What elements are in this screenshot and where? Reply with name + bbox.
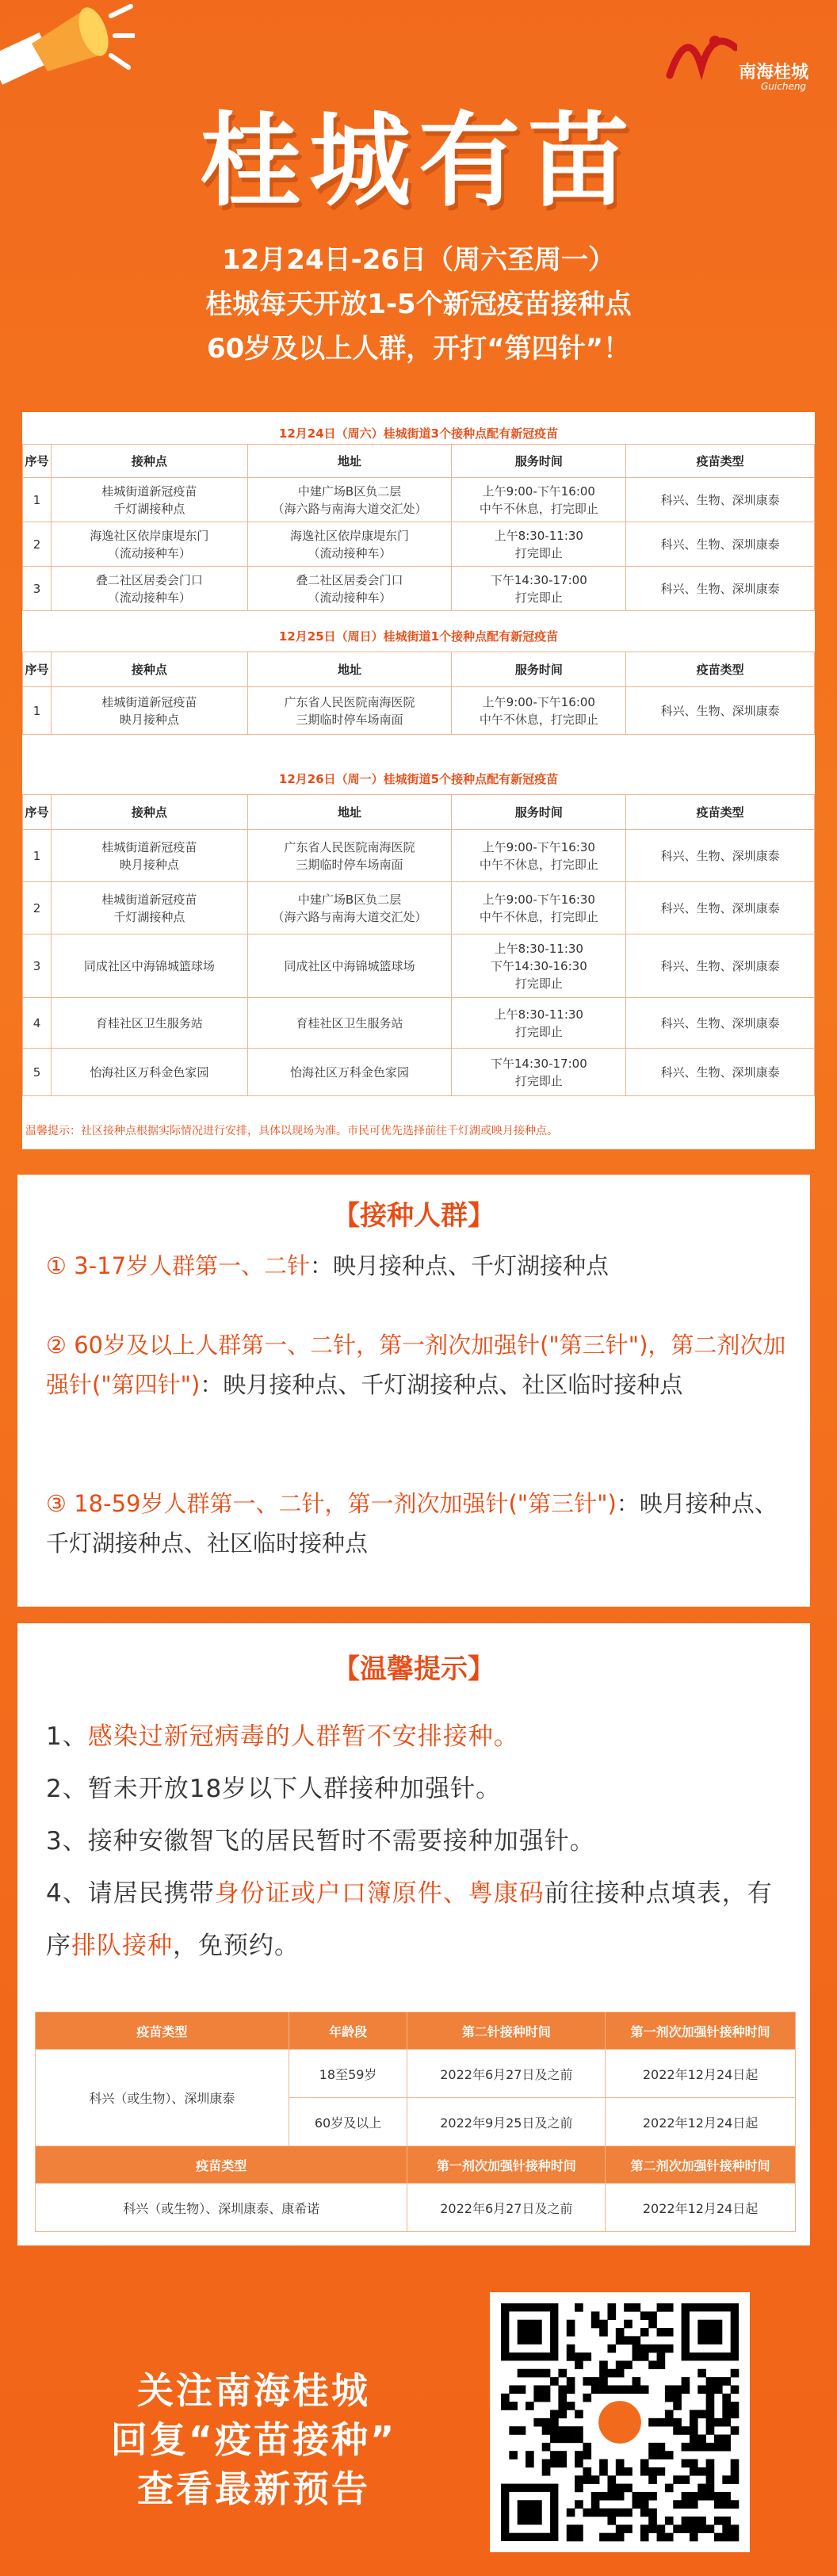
table-cell: 2022年6月27日及之前 <box>407 2050 606 2098</box>
eligible-groups-title: 【接种人群】 <box>333 1200 495 1232</box>
eligible-group-3: ③ 18-59岁人群第一、二针，第一剂次加强针("第三针")：映月接种点、千灯湖接种点、社区临时接种点 <box>46 1490 778 1557</box>
table-header-row <box>36 2146 796 2184</box>
table-cell: 1 <box>23 830 52 882</box>
table-cell: 地址 <box>247 652 452 687</box>
table-row <box>23 567 815 611</box>
notice-item-1: 1、感染过新冠病毒的人群暂不安排接种。 <box>46 1722 519 1751</box>
table-cell: 序号 <box>23 795 52 830</box>
follow-line-1: 关注南海桂城 <box>137 2369 370 2412</box>
table-cell: 中建广场B区负二层 （海六路与南海大道交汇处） <box>247 478 452 522</box>
follow-line-3: 查看最新预告 <box>137 2467 370 2510</box>
table-row <box>36 2184 796 2232</box>
schedule-day3-heading: 12月26日（周一）桂城街道5个接种点配有新冠疫苗 <box>278 772 559 786</box>
table-cell: 桂城街道新冠疫苗 千灯湖接种点 <box>51 478 247 522</box>
table-cell: 科兴、生物、深圳康泰 <box>626 934 815 998</box>
table-cell: 同成社区中海锦城篮球场 <box>51 934 247 998</box>
schedule-day1-heading: 12月24日（周六）桂城街道3个接种点配有新冠疫苗 <box>278 426 559 441</box>
table-cell: 上午8:30-11:30 下午14:30-16:30 打完即止 <box>452 934 626 998</box>
table-cell: 接种点 <box>51 652 247 687</box>
header-sites-line: 桂城每天开放1-5个新冠疫苗接种点 <box>205 289 632 320</box>
table-cell: 3 <box>23 934 52 998</box>
table-cell: 广东省人民医院南海医院 三期临时停车场南面 <box>247 687 452 735</box>
schedule-tip: 温馨提示：社区接种点根据实际情况进行安排，具体以现场为准。市民可优先选择前往千灯湖或映月接种点。 <box>25 1125 558 1137</box>
table-cell: 上午9:00-下午16:30 中午不休息，打完即止 <box>452 882 626 934</box>
table-cell: 第一剂次加强针接种时间 <box>606 2012 796 2050</box>
table-header-row <box>23 652 815 687</box>
table-cell: 科兴、生物、深圳康泰 <box>626 567 815 611</box>
eligible-group-2: ② 60岁及以上人群第一、二针，第一剂次加强针("第三针")，第二剂次加强针("第四针")：映月接种点、千灯湖接种点、社区临时接种点 <box>46 1332 786 1398</box>
schedule-day2-heading: 12月25日（周日）桂城街道1个接种点配有新冠疫苗 <box>278 629 559 644</box>
table-cell: 科兴、生物、深圳康泰 <box>626 478 815 522</box>
table-cell: 海逸社区依岸康堤东门 （流动接种车） <box>51 522 247 567</box>
qr-code[interactable] <box>490 2292 750 2552</box>
notice-title: 【温馨提示】 <box>333 1653 495 1685</box>
table-cell: 服务时间 <box>452 795 626 830</box>
table-header-row <box>23 445 815 478</box>
table-cell: 5 <box>23 1049 52 1096</box>
eligible-groups-card <box>17 1175 810 1607</box>
table-cell: 怡海社区万科金色家园 <box>247 1049 452 1096</box>
table-cell: 广东省人民医院南海医院 三期临时停车场南面 <box>247 830 452 882</box>
table-cell: 中建广场B区负二层 （海六路与南海大道交汇处） <box>247 882 452 934</box>
table-header-row <box>36 2012 796 2050</box>
booster-schedule-table <box>35 2012 796 2232</box>
table-cell: 科兴（或生物）、深圳康泰 <box>36 2050 289 2146</box>
table-cell: 1 <box>23 478 52 522</box>
table-row <box>23 882 815 934</box>
schedule-day2-table <box>22 652 815 735</box>
qr-code-icon <box>490 2292 750 2552</box>
eligible-group-1: ① 3-17岁人群第一、二针：映月接种点、千灯湖接种点 <box>46 1252 610 1279</box>
table-cell: 叠二社区居委会门口 （流动接种车） <box>247 567 452 611</box>
table-cell: 1 <box>23 687 52 735</box>
table-cell: 育桂社区卫生服务站 <box>51 998 247 1049</box>
table-cell: 18至59岁 <box>289 2050 407 2098</box>
table-cell: 第二剂次加强针接种时间 <box>606 2146 796 2184</box>
table-cell: 序号 <box>23 652 52 687</box>
table-cell: 科兴、生物、深圳康泰 <box>626 830 815 882</box>
table-cell: 上午8:30-11:30 打完即止 <box>452 522 626 567</box>
table-cell: 下午14:30-17:00 打完即止 <box>452 1049 626 1096</box>
table-header-row <box>23 795 815 830</box>
table-row <box>36 2050 796 2098</box>
table-cell: 桂城街道新冠疫苗 映月接种点 <box>51 830 247 882</box>
table-row <box>23 522 815 567</box>
table-cell: 上午9:00-下午16:30 中午不休息，打完即止 <box>452 830 626 882</box>
table-cell: 科兴、生物、深圳康泰 <box>626 998 815 1049</box>
table-row <box>23 478 815 522</box>
table-cell: 接种点 <box>51 445 247 478</box>
schedule-day3-table <box>22 794 815 1096</box>
table-cell: 海逸社区依岸康堤东门 （流动接种车） <box>247 522 452 567</box>
table-cell: 上午9:00-下午16:00 中午不休息，打完即止 <box>452 687 626 735</box>
table-cell: 服务时间 <box>452 652 626 687</box>
table-cell: 地址 <box>247 445 452 478</box>
table-cell: 2022年6月27日及之前 <box>407 2184 606 2232</box>
table-cell: 科兴、生物、深圳康泰 <box>626 687 815 735</box>
table-cell: 桂城街道新冠疫苗 映月接种点 <box>51 687 247 735</box>
table-cell: 上午8:30-11:30 打完即止 <box>452 998 626 1049</box>
table-cell: 2022年12月24日起 <box>606 2184 796 2232</box>
table-cell: 科兴、生物、深圳康泰 <box>626 882 815 934</box>
table-cell: 育桂社区卫生服务站 <box>247 998 452 1049</box>
table-cell: 疫苗类型 <box>626 795 815 830</box>
table-row <box>23 687 815 735</box>
table-cell: 科兴（或生物）、深圳康泰、康希诺 <box>36 2184 407 2232</box>
table-cell: 2 <box>23 882 52 934</box>
notice-item-2: 2、暂未开放18岁以下人群接种加强针。 <box>46 1775 502 1803</box>
table-cell: 地址 <box>247 795 452 830</box>
notice-item-3: 3、接种安徽智飞的居民暂时不需要接种加强针。 <box>46 1827 595 1856</box>
table-cell: 叠二社区居委会门口 （流动接种车） <box>51 567 247 611</box>
table-cell: 3 <box>23 567 52 611</box>
schedule-day1-table <box>22 444 815 611</box>
table-cell: 2022年12月24日起 <box>606 2098 796 2146</box>
table-cell: 第二针接种时间 <box>407 2012 606 2050</box>
header-fourth-dose-line: 60岁及以上人群，开打“第四针”！ <box>206 333 630 365</box>
notice-card <box>17 1623 810 2245</box>
table-cell: 序号 <box>23 445 52 478</box>
table-cell: 服务时间 <box>452 445 626 478</box>
table-cell: 疫苗类型 <box>36 2146 407 2184</box>
table-row <box>23 934 815 998</box>
table-cell: 疫苗类型 <box>626 652 815 687</box>
table-cell: 怡海社区万科金色家园 <box>51 1049 247 1096</box>
table-cell: 上午9:00-下午16:00 中午不休息，打完即止 <box>452 478 626 522</box>
table-cell: 接种点 <box>51 795 247 830</box>
follow-line-2: 回复“疫苗接种” <box>110 2418 397 2461</box>
table-row <box>23 1049 815 1096</box>
table-cell: 疫苗类型 <box>626 445 815 478</box>
page-title: 桂城有苗 <box>199 102 637 220</box>
table-cell: 年龄段 <box>289 2012 407 2050</box>
table-cell: 2022年12月24日起 <box>606 2050 796 2098</box>
header-date-line: 12月24日-26日（周六至周一） <box>221 244 616 276</box>
table-cell: 2 <box>23 522 52 567</box>
table-cell: 科兴、生物、深圳康泰 <box>626 1049 815 1096</box>
schedule-card <box>22 412 815 1149</box>
table-cell: 疫苗类型 <box>36 2012 289 2050</box>
brand-name: 南海桂城 <box>739 63 809 82</box>
table-cell: 60岁及以上 <box>289 2098 407 2146</box>
follow-callout <box>63 2366 444 2513</box>
table-cell: 4 <box>23 998 52 1049</box>
table-row <box>23 998 815 1049</box>
notice-item-4: 4、请居民携带身份证或户口簿原件、粤康码前往接种点填表，有序排队接种，免预约。 <box>46 1879 773 1960</box>
table-cell: 2022年9月25日及之前 <box>407 2098 606 2146</box>
table-cell: 第一剂次加强针接种时间 <box>407 2146 606 2184</box>
table-cell: 同成社区中海锦城篮球场 <box>247 934 452 998</box>
table-cell: 桂城街道新冠疫苗 千灯湖接种点 <box>51 882 247 934</box>
table-cell: 科兴、生物、深圳康泰 <box>626 522 815 567</box>
table-cell: 下午14:30-17:00 打完即止 <box>452 567 626 611</box>
table-row <box>23 830 815 882</box>
brand-subtitle: Guicheng <box>761 81 807 92</box>
